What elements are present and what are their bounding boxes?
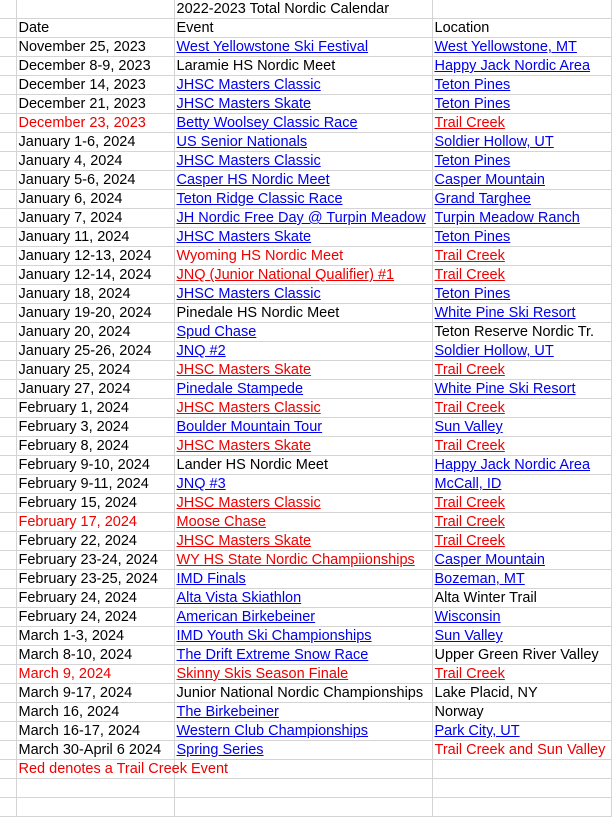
- table-row: [0, 76, 611, 95]
- event-link[interactable]: JHSC Masters Classic: [174, 285, 432, 304]
- table-row: [0, 361, 611, 380]
- location-link[interactable]: Teton Pines: [432, 95, 611, 114]
- empty-cell[interactable]: [432, 0, 611, 19]
- row-edge-cell[interactable]: [0, 646, 16, 665]
- row-edge-cell[interactable]: [0, 95, 16, 114]
- table-row: [0, 494, 611, 513]
- location-link[interactable]: Soldier Hollow, UT: [432, 342, 611, 361]
- event-link[interactable]: West Yellowstone Ski Festival: [174, 38, 432, 57]
- empty-cell[interactable]: [16, 0, 174, 19]
- event-link[interactable]: American Birkebeiner: [174, 608, 432, 627]
- location-link[interactable]: Trail Creek: [432, 665, 611, 684]
- table-row: [0, 228, 611, 247]
- empty-cell[interactable]: [174, 779, 432, 798]
- event-link[interactable]: IMD Youth Ski Championships: [174, 627, 432, 646]
- location-link[interactable]: Trail Creek: [432, 532, 611, 551]
- table-row: [0, 285, 611, 304]
- event-link[interactable]: JH Nordic Free Day @ Turpin Meadow: [174, 209, 432, 228]
- row-edge-cell[interactable]: [0, 380, 16, 399]
- table-row: [0, 152, 611, 171]
- location-link[interactable]: Trail Creek: [432, 266, 611, 285]
- date-cell[interactable]: February 1, 2024: [16, 399, 174, 418]
- row-edge-cell[interactable]: [0, 475, 16, 494]
- date-cell[interactable]: December 14, 2023: [16, 76, 174, 95]
- row-edge-cell[interactable]: [0, 665, 16, 684]
- location-link[interactable]: West Yellowstone, MT: [432, 38, 611, 57]
- location-link[interactable]: White Pine Ski Resort: [432, 304, 611, 323]
- location-link[interactable]: Teton Pines: [432, 76, 611, 95]
- date-cell[interactable]: February 17, 2024: [16, 513, 174, 532]
- date-cell[interactable]: January 18, 2024: [16, 285, 174, 304]
- location-cell[interactable]: Norway: [432, 703, 611, 722]
- location-cell[interactable]: Upper Green River Valley: [432, 646, 611, 665]
- location-link[interactable]: McCall, ID: [432, 475, 611, 494]
- location-link[interactable]: Grand Targhee: [432, 190, 611, 209]
- date-cell[interactable]: January 25-26, 2024: [16, 342, 174, 361]
- event-cell[interactable]: Laramie HS Nordic Meet: [174, 57, 432, 76]
- row-edge-cell[interactable]: [0, 798, 16, 817]
- table-row: [0, 114, 611, 133]
- row-edge-cell[interactable]: [0, 722, 16, 741]
- table-row: [0, 209, 611, 228]
- row-edge-cell[interactable]: [0, 779, 16, 798]
- location-cell[interactable]: Trail Creek and Sun Valley: [432, 741, 611, 760]
- row-edge-cell[interactable]: [0, 703, 16, 722]
- location-cell[interactable]: Lake Placid, NY: [432, 684, 611, 703]
- date-cell[interactable]: March 1-3, 2024: [16, 627, 174, 646]
- row-edge-cell[interactable]: [0, 551, 16, 570]
- date-cell[interactable]: February 8, 2024: [16, 437, 174, 456]
- table-row: [0, 133, 611, 152]
- event-link[interactable]: Teton Ridge Classic Race: [174, 190, 432, 209]
- row-edge-cell[interactable]: [0, 608, 16, 627]
- row-edge-cell[interactable]: [0, 437, 16, 456]
- event-link[interactable]: WY HS State Nordic Champiionships: [174, 551, 432, 570]
- table-row: [0, 513, 611, 532]
- table-row: [0, 418, 611, 437]
- date-cell[interactable]: January 7, 2024: [16, 209, 174, 228]
- location-link[interactable]: Park City, UT: [432, 722, 611, 741]
- date-cell[interactable]: February 23-25, 2024: [16, 570, 174, 589]
- empty-row: [0, 779, 611, 798]
- event-link[interactable]: The Birkebeiner: [174, 703, 432, 722]
- location-cell[interactable]: Alta Winter Trail: [432, 589, 611, 608]
- table-row: [0, 95, 611, 114]
- row-edge-cell[interactable]: [0, 627, 16, 646]
- event-link[interactable]: Casper HS Nordic Meet: [174, 171, 432, 190]
- date-cell[interactable]: February 9-10, 2024: [16, 456, 174, 475]
- event-link[interactable]: IMD Finals: [174, 570, 432, 589]
- empty-cell[interactable]: [432, 779, 611, 798]
- row-edge-cell[interactable]: [0, 456, 16, 475]
- event-link[interactable]: JNQ (Junior National Qualifier) #1: [174, 266, 432, 285]
- empty-cell[interactable]: [16, 798, 174, 817]
- empty-cell[interactable]: [432, 798, 611, 817]
- row-edge-cell[interactable]: [0, 760, 16, 779]
- row-edge-cell[interactable]: [0, 266, 16, 285]
- row-edge-cell[interactable]: [0, 361, 16, 380]
- row-edge-cell[interactable]: [0, 76, 16, 95]
- table-row: [0, 551, 611, 570]
- location-link[interactable]: Casper Mountain: [432, 551, 611, 570]
- date-cell[interactable]: January 11, 2024: [16, 228, 174, 247]
- date-cell[interactable]: December 23, 2023: [16, 114, 174, 133]
- table-row: [0, 646, 611, 665]
- row-edge-cell[interactable]: [0, 399, 16, 418]
- row-edge-cell[interactable]: [0, 532, 16, 551]
- location-link[interactable]: Wisconsin: [432, 608, 611, 627]
- location-cell[interactable]: Teton Reserve Nordic Tr.: [432, 323, 611, 342]
- table-row: [0, 38, 611, 57]
- row-edge-cell[interactable]: [0, 247, 16, 266]
- sheet-title[interactable]: 2022-2023 Total Nordic Calendar: [174, 0, 432, 19]
- row-edge-cell[interactable]: [0, 684, 16, 703]
- event-link[interactable]: The Drift Extreme Snow Race: [174, 646, 432, 665]
- empty-cell[interactable]: [16, 779, 174, 798]
- location-link[interactable]: Bozeman, MT: [432, 570, 611, 589]
- location-link[interactable]: Trail Creek: [432, 437, 611, 456]
- table-row: [0, 589, 611, 608]
- location-link[interactable]: Trail Creek: [432, 513, 611, 532]
- row-edge-cell[interactable]: [0, 190, 16, 209]
- event-link[interactable]: JHSC Masters Classic: [174, 76, 432, 95]
- event-cell[interactable]: Lander HS Nordic Meet: [174, 456, 432, 475]
- date-cell[interactable]: December 8-9, 2023: [16, 57, 174, 76]
- date-cell[interactable]: January 5-6, 2024: [16, 171, 174, 190]
- date-cell[interactable]: January 25, 2024: [16, 361, 174, 380]
- date-cell[interactable]: March 16, 2024: [16, 703, 174, 722]
- date-cell[interactable]: December 21, 2023: [16, 95, 174, 114]
- date-cell[interactable]: March 30-April 6 2024: [16, 741, 174, 760]
- table-row: [0, 266, 611, 285]
- table-row: [0, 323, 611, 342]
- event-link[interactable]: Spring Series: [174, 741, 432, 760]
- event-link[interactable]: US Senior Nationals: [174, 133, 432, 152]
- event-link[interactable]: Western Club Championships: [174, 722, 432, 741]
- table-row: [0, 703, 611, 722]
- location-link[interactable]: Trail Creek: [432, 114, 611, 133]
- event-link[interactable]: Moose Chase: [174, 513, 432, 532]
- location-link[interactable]: Trail Creek: [432, 247, 611, 266]
- row-edge-cell[interactable]: [0, 418, 16, 437]
- date-cell[interactable]: January 1-6, 2024: [16, 133, 174, 152]
- table-row: [0, 627, 611, 646]
- row-edge-cell[interactable]: [0, 494, 16, 513]
- header-date[interactable]: Date: [16, 19, 174, 38]
- table-row: [0, 684, 611, 703]
- row-edge-cell[interactable]: [0, 171, 16, 190]
- event-link[interactable]: JNQ #2: [174, 342, 432, 361]
- row-edge-cell[interactable]: [0, 0, 16, 19]
- event-link[interactable]: JHSC Masters Classic: [174, 152, 432, 171]
- event-link[interactable]: Skinny Skis Season Finale: [174, 665, 432, 684]
- event-link[interactable]: JHSC Masters Skate: [174, 437, 432, 456]
- row-edge-cell[interactable]: [0, 285, 16, 304]
- row-edge-cell[interactable]: [0, 57, 16, 76]
- table-row: [0, 304, 611, 323]
- header-row: [0, 19, 611, 38]
- date-cell[interactable]: March 8-10, 2024: [16, 646, 174, 665]
- event-link[interactable]: JHSC Masters Skate: [174, 95, 432, 114]
- row-edge-cell[interactable]: [0, 741, 16, 760]
- event-link[interactable]: JHSC Masters Classic: [174, 399, 432, 418]
- date-cell[interactable]: March 9-17, 2024: [16, 684, 174, 703]
- event-link[interactable]: Betty Woolsey Classic Race: [174, 114, 432, 133]
- event-link[interactable]: Spud Chase: [174, 323, 432, 342]
- date-cell[interactable]: March 9, 2024: [16, 665, 174, 684]
- date-cell[interactable]: March 16-17, 2024: [16, 722, 174, 741]
- row-edge-cell[interactable]: [0, 152, 16, 171]
- row-edge-cell[interactable]: [0, 323, 16, 342]
- row-edge-cell[interactable]: [0, 570, 16, 589]
- event-cell[interactable]: Wyoming HS Nordic Meet: [174, 247, 432, 266]
- location-link[interactable]: Soldier Hollow, UT: [432, 133, 611, 152]
- date-cell[interactable]: February 24, 2024: [16, 608, 174, 627]
- location-link[interactable]: Turpin Meadow Ranch: [432, 209, 611, 228]
- row-edge-cell[interactable]: [0, 228, 16, 247]
- event-link[interactable]: JNQ #3: [174, 475, 432, 494]
- event-link[interactable]: Alta Vista Skiathlon: [174, 589, 432, 608]
- table-row: [0, 722, 611, 741]
- event-cell[interactable]: Junior National Nordic Championships: [174, 684, 432, 703]
- table-row: [0, 190, 611, 209]
- table-row: [0, 171, 611, 190]
- footer-row: [0, 760, 611, 779]
- event-link[interactable]: Pinedale Stampede: [174, 380, 432, 399]
- location-link[interactable]: Casper Mountain: [432, 171, 611, 190]
- row-edge-cell[interactable]: [0, 342, 16, 361]
- row-edge-cell[interactable]: [0, 19, 16, 38]
- header-location[interactable]: Location: [432, 19, 611, 38]
- legend-note[interactable]: Red denotes a Trail Creek Event: [16, 760, 174, 779]
- table-row: [0, 475, 611, 494]
- date-cell[interactable]: February 9-11, 2024: [16, 475, 174, 494]
- date-cell[interactable]: February 15, 2024: [16, 494, 174, 513]
- table-row: [0, 456, 611, 475]
- date-cell[interactable]: January 20, 2024: [16, 323, 174, 342]
- location-link[interactable]: Sun Valley: [432, 627, 611, 646]
- row-edge-cell[interactable]: [0, 114, 16, 133]
- table-row: [0, 570, 611, 589]
- date-cell[interactable]: January 27, 2024: [16, 380, 174, 399]
- location-link[interactable]: White Pine Ski Resort: [432, 380, 611, 399]
- table-row: [0, 380, 611, 399]
- location-link[interactable]: Happy Jack Nordic Area: [432, 456, 611, 475]
- location-link[interactable]: Teton Pines: [432, 152, 611, 171]
- event-link[interactable]: JHSC Masters Skate: [174, 532, 432, 551]
- row-edge-cell[interactable]: [0, 38, 16, 57]
- date-cell[interactable]: January 4, 2024: [16, 152, 174, 171]
- row-edge-cell[interactable]: [0, 304, 16, 323]
- date-cell[interactable]: January 6, 2024: [16, 190, 174, 209]
- location-link[interactable]: Teton Pines: [432, 228, 611, 247]
- location-link[interactable]: Sun Valley: [432, 418, 611, 437]
- date-cell[interactable]: November 25, 2023: [16, 38, 174, 57]
- date-cell[interactable]: January 12-13, 2024: [16, 247, 174, 266]
- event-link[interactable]: JHSC Masters Skate: [174, 361, 432, 380]
- location-link[interactable]: Trail Creek: [432, 494, 611, 513]
- date-cell[interactable]: February 24, 2024: [16, 589, 174, 608]
- row-edge-cell[interactable]: [0, 133, 16, 152]
- table-row: [0, 532, 611, 551]
- location-link[interactable]: Trail Creek: [432, 361, 611, 380]
- event-cell[interactable]: Pinedale HS Nordic Meet: [174, 304, 432, 323]
- table-row: [0, 247, 611, 266]
- title-row: [0, 0, 611, 19]
- table-row: [0, 399, 611, 418]
- empty-row: [0, 798, 611, 817]
- row-edge-cell[interactable]: [0, 589, 16, 608]
- empty-cell[interactable]: [432, 760, 611, 779]
- empty-cell[interactable]: [174, 798, 432, 817]
- row-edge-cell[interactable]: [0, 209, 16, 228]
- event-link[interactable]: JHSC Masters Classic: [174, 494, 432, 513]
- date-cell[interactable]: January 12-14, 2024: [16, 266, 174, 285]
- row-edge-cell[interactable]: [0, 513, 16, 532]
- table-row: [0, 608, 611, 627]
- table-row: [0, 342, 611, 361]
- table-row: [0, 57, 611, 76]
- date-cell[interactable]: February 3, 2024: [16, 418, 174, 437]
- location-link[interactable]: Happy Jack Nordic Area: [432, 57, 611, 76]
- date-cell[interactable]: February 23-24, 2024: [16, 551, 174, 570]
- location-link[interactable]: Trail Creek: [432, 399, 611, 418]
- date-cell[interactable]: January 19-20, 2024: [16, 304, 174, 323]
- table-row: [0, 437, 611, 456]
- table-row: [0, 665, 611, 684]
- header-event[interactable]: Event: [174, 19, 432, 38]
- event-link[interactable]: JHSC Masters Skate: [174, 228, 432, 247]
- location-link[interactable]: Teton Pines: [432, 285, 611, 304]
- date-cell[interactable]: February 22, 2024: [16, 532, 174, 551]
- table-row: [0, 741, 611, 760]
- event-link[interactable]: Boulder Mountain Tour: [174, 418, 432, 437]
